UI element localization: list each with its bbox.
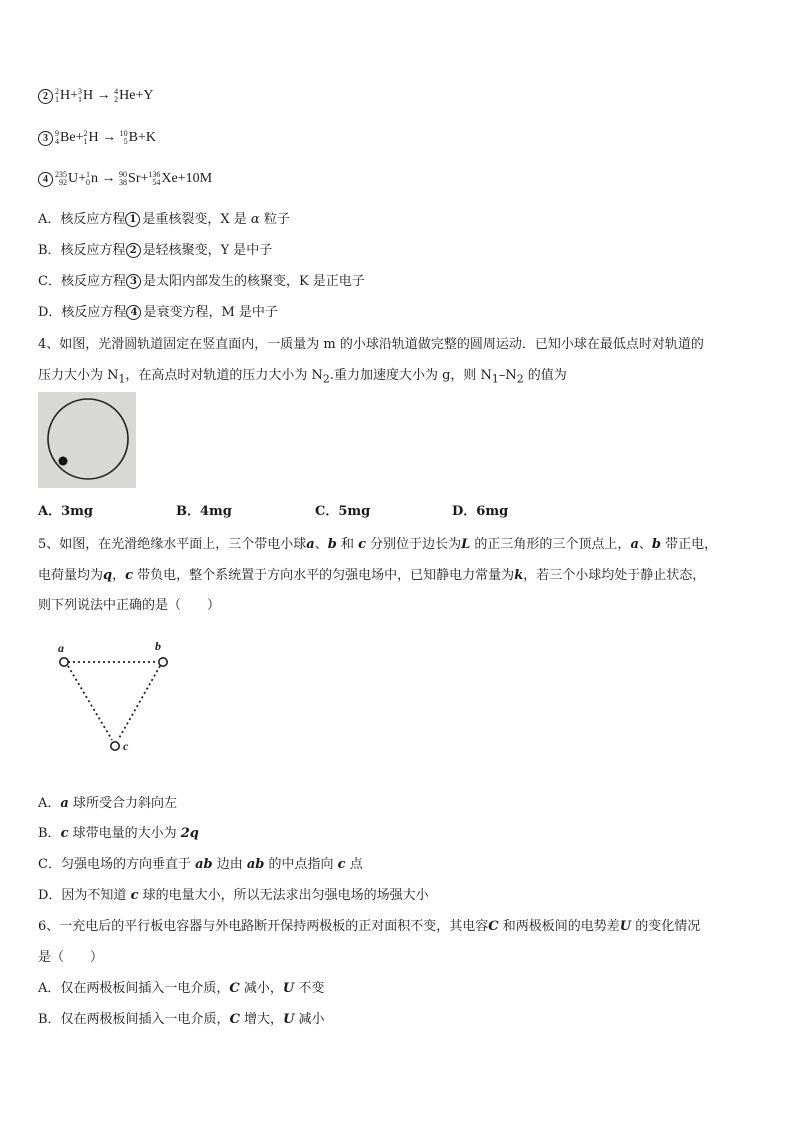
arrow: → bbox=[101, 171, 116, 187]
nuclide: 235 92 U bbox=[55, 170, 79, 187]
q6-stem-line-1: 6、一充电后的平行板电容器与外电路断开保持两极板的正对面积不变，其电容C 和两极板间的电势差U 的变化情况 bbox=[38, 919, 701, 934]
figure-background bbox=[38, 392, 136, 488]
ball-c bbox=[111, 742, 119, 750]
ball-b bbox=[159, 658, 167, 666]
circled-number: 4 bbox=[38, 172, 53, 187]
circled-number: 3 bbox=[38, 131, 53, 146]
q3-option-a: A．核反应方程 1 是重核裂变，X 是 α 粒子 bbox=[38, 212, 290, 227]
q5-stem-line-1: 5、如图，在光滑绝缘水平面上，三个带电小球a、b 和 c 分别位于边长为L 的正三角形的三个顶点上，a、b 带正电， bbox=[38, 537, 718, 552]
q5-option-c: C．匀强电场的方向垂直于 ab 边由 ab 的中点指向 c 点 bbox=[38, 857, 363, 872]
label-a: a bbox=[58, 641, 64, 655]
ball bbox=[59, 457, 68, 466]
q3-option-b: B．核反应方程 2 是轻核聚变，Y 是中子 bbox=[38, 243, 273, 258]
circular-track-figure bbox=[38, 392, 136, 488]
q5-option-a: A．a 球所受合力斜向左 bbox=[38, 796, 177, 811]
q5-option-b: B．c 球带电量的大小为 2q bbox=[38, 826, 199, 841]
triangle-charges-figure bbox=[52, 636, 182, 758]
nuclide: 90 38 Sr bbox=[119, 170, 141, 187]
nuclide: 10 5 B bbox=[119, 129, 138, 146]
nuclide: 2 1 H bbox=[55, 87, 71, 104]
ball-a bbox=[60, 658, 68, 666]
arrow: → bbox=[96, 88, 111, 104]
equation-4: 4 235 92 U + 1 0 n → 90 38 Sr + 136 54 Xe +10M bbox=[38, 171, 212, 187]
side-ac bbox=[68, 666, 112, 740]
q3-option-c: C．核反应方程 3 是太阳内部发生的核聚变，K 是正电子 bbox=[38, 274, 365, 289]
nuclide: 2 1 H bbox=[83, 129, 99, 146]
q4-stem-line-1: 4、如图，光滑圆轨道固定在竖直面内，一质量为 m 的小球沿轨道做完整的圆周运动．已知小球在最低点时对轨道的 bbox=[38, 337, 704, 352]
circled-number: 2 bbox=[38, 89, 53, 104]
label-b: b bbox=[155, 639, 161, 653]
equation-2: 2 2 1 H + 3 1 H → 4 2 He +Y bbox=[38, 88, 154, 104]
nuclide: 3 1 H bbox=[78, 87, 94, 104]
circled-number: 2 bbox=[126, 243, 141, 258]
equation-3: 3 9 4 Be + 2 1 H → 10 5 B +K bbox=[38, 130, 156, 146]
q5-option-d: D．因为不知道 c 球的电量大小，所以无法求出匀强电场的场强大小 bbox=[38, 888, 429, 903]
nuclide: 9 4 Be bbox=[55, 129, 76, 146]
label-c: c bbox=[123, 739, 129, 753]
q5-stem-line-2: 电荷量均为q，c 带负电，整个系统置于方向水平的匀强电场中，已知静电力常量为k，若三个小球均处于静止状态， bbox=[38, 568, 706, 583]
q6-stem-line-2: 是（ ） bbox=[38, 950, 104, 965]
nuclide: 4 2 He bbox=[114, 87, 136, 104]
q4-stem-line-2: 压力大小为 $N_1$，在高点时对轨道的压力大小为 $N_2$.重力加速度大小为 g，则 $N_1-N_2$ 的值为 bbox=[38, 368, 567, 386]
q5-stem-line-3: 则下列说法中正确的是（ ） bbox=[38, 598, 221, 613]
circled-number: 3 bbox=[126, 274, 141, 289]
nuclide: 1 0 n bbox=[86, 170, 99, 187]
side-bc bbox=[118, 666, 160, 740]
arrow: → bbox=[102, 130, 117, 146]
circled-number: 4 bbox=[126, 305, 141, 320]
q4-option-d: D．6mg bbox=[452, 504, 509, 519]
nuclide: 136 54 Xe bbox=[148, 170, 178, 187]
q3-option-d: D．核反应方程 4 是衰变方程，M 是中子 bbox=[38, 305, 278, 320]
q6-option-a: A．仅在两极板间插入一电介质，C 减小，U 不变 bbox=[38, 981, 325, 996]
q4-option-b: B．4mg bbox=[176, 504, 232, 519]
circled-number: 1 bbox=[125, 212, 140, 227]
q4-option-c: C．5mg bbox=[315, 504, 371, 519]
q4-option-a: A．3mg bbox=[38, 504, 93, 519]
q6-option-b: B．仅在两极板间插入一电介质，C 增大，U 减小 bbox=[38, 1012, 325, 1027]
